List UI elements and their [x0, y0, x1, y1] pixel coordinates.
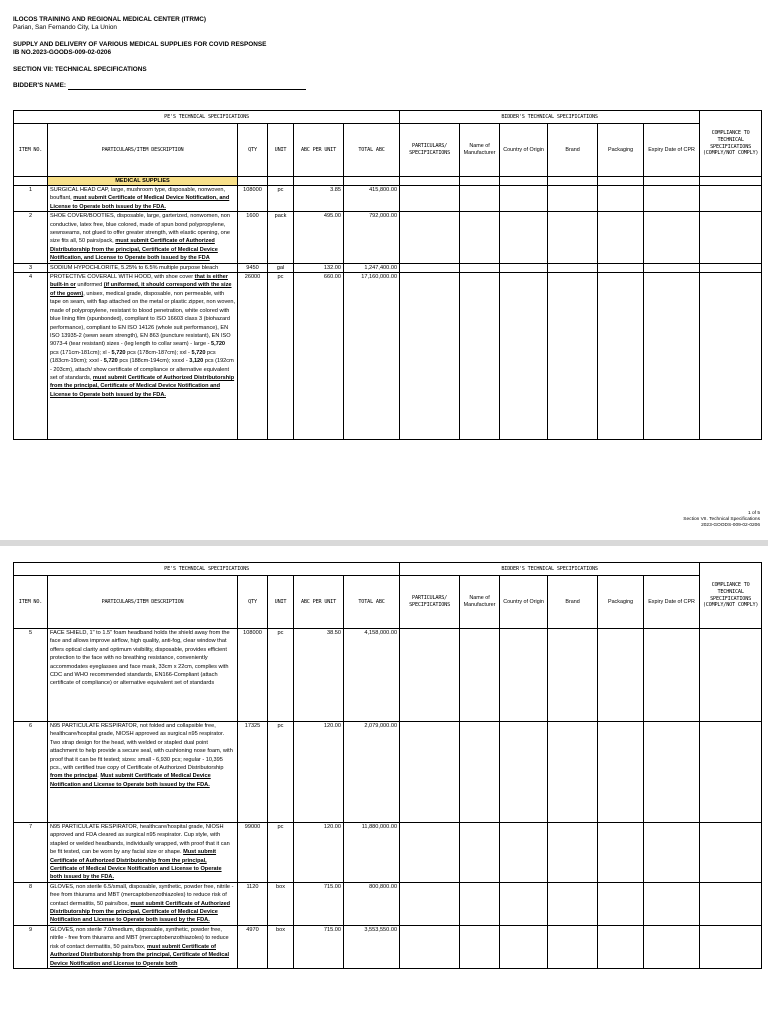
item-total-abc: 415,800.00 [344, 186, 400, 212]
bidder-cell[interactable] [644, 722, 700, 823]
item-total-abc: 3,553,550.00 [344, 925, 400, 968]
section-title: SECTION VII: TECHNICAL SPECIFICATIONS [13, 65, 147, 73]
bidder-cell[interactable] [500, 823, 548, 883]
table-row [14, 823, 762, 883]
category-label: MEDICAL SUPPLIES [48, 177, 238, 186]
bidder-cell[interactable] [548, 273, 598, 440]
col-bidder-particulars: PARTICULARS/ SPECIFICATIONS [400, 124, 460, 177]
bidder-cell[interactable] [644, 882, 700, 925]
bidder-cell[interactable] [598, 722, 644, 823]
bidder-spec-header: BIDDER'S TECHNICAL SPECIFICATIONS [400, 563, 700, 576]
col-expiry: Expiry Date of CPR [644, 576, 700, 629]
item-no: 7 [14, 823, 48, 883]
bidder-cell[interactable] [644, 925, 700, 968]
item-unit: pc [268, 273, 294, 440]
project-title: SUPPLY AND DELIVERY OF VARIOUS MEDICAL SUPPLIES FOR COVID RESPONSE [13, 40, 267, 48]
bidder-cell[interactable] [460, 273, 500, 440]
footer-section: Section VII. Technical Specifications [683, 517, 760, 522]
item-total-abc: 11,880,000.00 [344, 823, 400, 883]
item-qty: 26000 [238, 273, 268, 440]
bidder-cell[interactable] [598, 629, 644, 722]
col-item-no: ITEM NO. [14, 576, 48, 629]
bidder-cell[interactable] [500, 925, 548, 968]
item-unit: pc [268, 722, 294, 823]
table-row [14, 186, 762, 212]
bidder-cell[interactable] [548, 882, 598, 925]
col-packaging: Packaging [598, 576, 644, 629]
item-total-abc: 4,158,000.00 [344, 629, 400, 722]
col-particulars: PARTICULARS/ITEM DESCRIPTION [48, 124, 238, 177]
item-no: 1 [14, 186, 48, 212]
item-description: GLOVES, non sterile 7.0/medium, disposable, synthetic, powder free, nitrile - free from thiurams and MBT (mercaptobenzothiazoles) to reduce risk of contact dermatitis, 50 pairs/box, must submit Certificate of Authorized Distributorship from the principal, Certificate of Medical Device Notification and License to Operate both [48, 925, 238, 968]
ib-number: IB NO.2023-GOODS-009-02-0206 [13, 49, 112, 57]
bidder-cell[interactable] [598, 186, 644, 212]
bidder-cell[interactable] [500, 882, 548, 925]
bidder-cell[interactable] [598, 925, 644, 968]
bidder-cell[interactable] [644, 212, 700, 263]
col-unit: UNIT [268, 576, 294, 629]
bidder-cell[interactable] [500, 722, 548, 823]
bidder-cell[interactable] [400, 882, 460, 925]
item-description: FACE SHIELD, 1" to 1.5" foam headband holds the shield away from the face and allows improve airflow, high quality, anti-fog, clear window that offers optical clarity and optimum visibility, disposable, provides efficient protection to the face with no breathing resistance, conveniently accommodates eyeglasses and face mask, 33cm x 22cm, complies with CDC and WHO recommended standards, EN166-Compliant (attach certificate of compliance) or alternative equivalent set of standards [48, 629, 238, 722]
bidder-spec-header: BIDDER'S TECHNICAL SPECIFICATIONS [400, 111, 700, 124]
col-bidder-particulars: PARTICULARS/ SPECIFICATIONS [400, 576, 460, 629]
bidder-name-field[interactable] [68, 83, 306, 90]
item-total-abc: 800,800.00 [344, 882, 400, 925]
org-address: Parian, San Fernando City, La Union [13, 24, 117, 32]
bidder-cell[interactable] [500, 212, 548, 263]
compliance-cell[interactable] [700, 722, 762, 823]
col-particulars: PARTICULARS/ITEM DESCRIPTION [48, 576, 238, 629]
bidder-cell[interactable] [400, 722, 460, 823]
bidder-cell[interactable] [460, 925, 500, 968]
bidder-cell[interactable] [644, 823, 700, 883]
page-number: 1 of 5 [747, 511, 760, 516]
bidder-cell[interactable] [460, 629, 500, 722]
bidder-cell[interactable] [460, 882, 500, 925]
item-description: N95 PARTICULATE RESPIRATOR, not folded and collapsible free, healthcare/hospital grade, NIOSH approved as surgical n95 respirator. Two strap design for the head, with welded or stapled dual point attachment to help provide a secure seal, with cushioning nose foam, with proof that it can be fit tested; sizes: small - 6,930 pcs; regular - 10,395 pcs., with certified true copy of Certificate of Authorized Distributorship from the principal. Must submit Certificate of Medical Device Notification and License to Operate both issued by the FDA. [48, 722, 238, 823]
document-header [13, 16, 306, 90]
item-total-abc: 1,247,400.00 [344, 263, 400, 272]
bidder-cell[interactable] [400, 263, 460, 272]
bidder-cell[interactable] [400, 212, 460, 263]
compliance-cell[interactable] [700, 186, 762, 212]
item-abc-unit: 132.00 [294, 263, 344, 272]
item-no: 3 [14, 263, 48, 272]
item-qty: 17325 [238, 722, 268, 823]
bidder-cell[interactable] [598, 212, 644, 263]
bidder-cell[interactable] [500, 273, 548, 440]
document-page-2 [0, 546, 768, 1024]
item-abc-unit: 715.00 [294, 925, 344, 968]
bidder-cell[interactable] [548, 823, 598, 883]
page-footer [683, 511, 760, 529]
bidder-cell[interactable] [460, 212, 500, 263]
item-qty: 99000 [238, 823, 268, 883]
bidder-cell[interactable] [548, 186, 598, 212]
bidder-cell[interactable] [644, 263, 700, 272]
bidder-cell[interactable] [548, 722, 598, 823]
item-qty: 9450 [238, 263, 268, 272]
bidder-cell[interactable] [460, 186, 500, 212]
col-abc-unit: ABC PER UNIT [294, 124, 344, 177]
col-total-abc: TOTAL ABC [344, 576, 400, 629]
compliance-header: COMPLIANCE TO TECHNICAL SPECIFICATIONS (COMPLY/NOT COMPLY) [700, 563, 762, 629]
footer-ref: 2023-GOODS-009-02-0206 [701, 523, 760, 528]
item-description: SODIUM HYPOCHLORITE, 5.25% to 6.5% multiple purpose bleach [48, 263, 238, 272]
table-row [14, 273, 762, 440]
org-name: ILOCOS TRAINING AND REGIONAL MEDICAL CENTER (ITRMC) [13, 16, 207, 23]
bidder-cell[interactable] [400, 925, 460, 968]
item-no: 2 [14, 212, 48, 263]
bidder-cell[interactable] [500, 263, 548, 272]
col-manufacturer: Name of Manufacturer [460, 576, 500, 629]
item-abc-unit: 120.00 [294, 823, 344, 883]
item-abc-unit: 38.50 [294, 629, 344, 722]
specs-table [13, 562, 762, 969]
item-unit: pack [268, 212, 294, 263]
bidder-cell[interactable] [460, 823, 500, 883]
pe-spec-header: PE'S TECHNICAL SPECIFICATIONS [14, 111, 400, 124]
pe-spec-header: PE'S TECHNICAL SPECIFICATIONS [14, 563, 400, 576]
bidder-cell[interactable] [644, 273, 700, 440]
col-item-no: ITEM NO. [14, 124, 48, 177]
col-brand: Brand [548, 576, 598, 629]
bidder-cell[interactable] [400, 823, 460, 883]
col-expiry: Expiry Date of CPR [644, 124, 700, 177]
bidder-cell[interactable] [500, 629, 548, 722]
item-abc-unit: 120.00 [294, 722, 344, 823]
compliance-cell[interactable] [700, 629, 762, 722]
item-abc-unit: 3.85 [294, 186, 344, 212]
item-total-abc: 17,160,000.00 [344, 273, 400, 440]
item-no: 9 [14, 925, 48, 968]
table-row [14, 925, 762, 968]
item-unit: pc [268, 823, 294, 883]
item-total-abc: 792,000.00 [344, 212, 400, 263]
bidder-cell[interactable] [400, 186, 460, 212]
bidder-cell[interactable] [400, 273, 460, 440]
item-unit: box [268, 882, 294, 925]
compliance-cell[interactable] [700, 263, 762, 272]
col-qty: QTY [238, 124, 268, 177]
table-row [14, 263, 762, 272]
col-abc-unit: ABC PER UNIT [294, 576, 344, 629]
bidder-name-row [13, 82, 306, 90]
compliance-header: COMPLIANCE TO TECHNICAL SPECIFICATIONS (COMPLY/NOT COMPLY) [700, 111, 762, 177]
col-qty: QTY [238, 576, 268, 629]
compliance-cell[interactable] [700, 273, 762, 440]
bidder-cell[interactable] [598, 882, 644, 925]
item-no: 6 [14, 722, 48, 823]
bidder-cell[interactable] [598, 823, 644, 883]
item-qty: 1120 [238, 882, 268, 925]
compliance-cell[interactable] [700, 823, 762, 883]
item-qty: 108000 [238, 186, 268, 212]
compliance-cell[interactable] [700, 882, 762, 925]
bidder-cell[interactable] [644, 186, 700, 212]
item-no: 8 [14, 882, 48, 925]
item-no: 4 [14, 273, 48, 440]
bidder-cell[interactable] [548, 925, 598, 968]
item-description: N95 PARTICULATE RESPIRATOR, healthcare/hospital grade, NIOSH approved and FDA cleared as surgical n95 respirator. Cup style, with stapled or welded headbands, individually wrapped, with proof that it can be fit tested, can be worn by any facial size or shape. Must submit Certificate of Authorized Distributorship from the principal, Certificate of Medical Device Notification and License to Operate both issued by the FDA. [48, 823, 238, 883]
bidder-cell[interactable] [500, 186, 548, 212]
item-qty: 4970 [238, 925, 268, 968]
item-total-abc: 2,079,000.00 [344, 722, 400, 823]
col-brand: Brand [548, 124, 598, 177]
bidder-cell[interactable] [598, 263, 644, 272]
table-row [14, 722, 762, 823]
compliance-cell[interactable] [700, 212, 762, 263]
col-origin: Country of Origin [500, 124, 548, 177]
table-row [14, 882, 762, 925]
item-abc-unit: 715.00 [294, 882, 344, 925]
bidder-cell[interactable] [548, 263, 598, 272]
item-unit: box [268, 925, 294, 968]
table-row [14, 629, 762, 722]
item-qty: 108000 [238, 629, 268, 722]
item-unit: pc [268, 629, 294, 722]
item-no: 5 [14, 629, 48, 722]
col-origin: Country of Origin [500, 576, 548, 629]
item-abc-unit: 495.00 [294, 212, 344, 263]
item-description: SURGICAL HEAD CAP, large, mushroom type, disposable, nonwoven, bouffant, must submit Certificate of Medical Device Notification, and License to Operate both issued by the FDA. [48, 186, 238, 212]
item-description: GLOVES, non sterile 6.5/small, disposable, synthetic, powder free, nitrile - free from thiurams and MBT (mercaptobenzothiazoles) to reduce risk of contact dermatitis, 50 pairs/box, must submit Certificate of Authorized Distributorship from the principal, Certificate of Medical Device Notification and License to Operate both issued by the FDA. [48, 882, 238, 925]
item-unit: pc [268, 186, 294, 212]
bidder-cell[interactable] [644, 629, 700, 722]
item-abc-unit: 660.00 [294, 273, 344, 440]
bidder-cell[interactable] [400, 629, 460, 722]
bidder-cell[interactable] [598, 273, 644, 440]
bidder-cell[interactable] [548, 629, 598, 722]
bidder-cell[interactable] [548, 212, 598, 263]
item-description: PROTECTIVE COVERALL WITH HOOD, with shoe cover that is either built-in or uniformed (if uniformed, it should correspond with the size of the gown), unisex, medical grade, disposable, non permeable, with tape on seam, with flap attached on the metal or plastic zipper, non woven, made of polypropylene, resistant to blood penetration, white colored with blue lining film (spunbonded), compliant to ISO 16603 class 3 (biohazard performance), compliant to EN ISO 14126 (whole suit performance), EN ISO 13935-2 (sewn seam strength), EN 863 (puncture resistant), EN ISO 9073-4 (tear resistant) sizes - (leg length to collar seam) - large - 5,720 pcs (171cm-181cm); xl - 5,720 pcs (178cm-187cm); xxl - 5,720 pcs (183cm-19cm); xxxl - 5,720 pcs (188cm-194cm); xxxxl - 3,120 pcs (192cm - 203cm), attach/ show certificate of compliance or alternative equivalent set of standards, must submit Certificate of Authorized Distributorship from the principal, Certificate of Medical Device Notification and License to Operate both issued by the FDA. [48, 273, 238, 440]
col-total-abc: TOTAL ABC [344, 124, 400, 177]
col-manufacturer: Name of Manufacturer [460, 124, 500, 177]
item-unit: gal [268, 263, 294, 272]
bidder-name-label: BIDDER'S NAME: [13, 82, 67, 90]
item-qty: 1600 [238, 212, 268, 263]
bidder-cell[interactable] [460, 722, 500, 823]
bidder-cell[interactable] [460, 263, 500, 272]
col-packaging: Packaging [598, 124, 644, 177]
item-description: SHOE COVER/BOOTIES, disposable, large, garterized, nonwomen, non conductive, latex free, blue colored, made of spun bond polypropylene, sewnseams, not glued to offer greater strength, with elastic opening, one size fits all, 50 pairs/pack, must submit Certificate of Authorized Distributorship from the principal, Certificate of Medical Device Notification, and License to Operate both issued by the FDA [48, 212, 238, 263]
compliance-cell[interactable] [700, 925, 762, 968]
specs-table [13, 110, 762, 440]
col-unit: UNIT [268, 124, 294, 177]
table-row [14, 212, 762, 263]
